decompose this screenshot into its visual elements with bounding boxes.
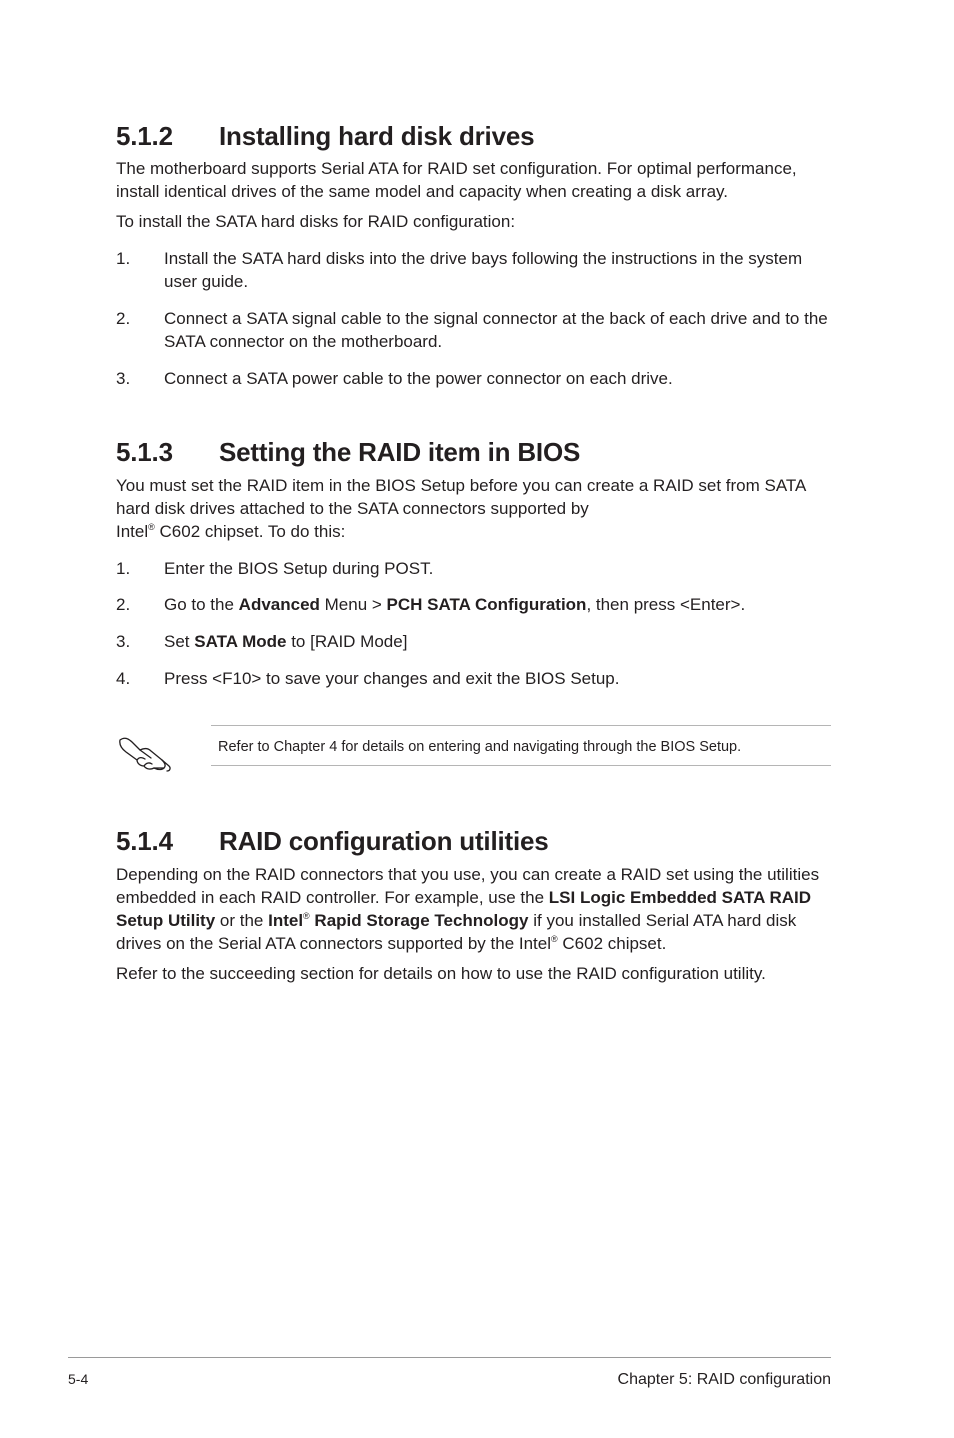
section-title: Installing hard disk drives	[219, 121, 535, 151]
list-number: 2.	[116, 309, 131, 328]
paragraph	[116, 863, 836, 955]
utility-name: Rapid Storage Technology	[309, 911, 529, 930]
brand-intel: Intel	[268, 911, 304, 930]
list-text: Install the SATA hard disks into the drive bays following the instructions in the system user guide.	[164, 249, 803, 291]
list-item	[116, 593, 836, 616]
list-item	[116, 630, 836, 653]
section-heading-5-1-3	[116, 437, 836, 467]
list-item	[116, 367, 836, 390]
text: if you installed Serial ATA hard disk drives on the Serial ATA connectors supported by the Intel	[116, 911, 797, 953]
registered-mark: ®	[551, 934, 558, 944]
list-number: 1.	[116, 559, 131, 578]
note-text: Refer to Chapter 4 for details on entering and navigating through the BIOS Setup.	[218, 739, 742, 755]
text: Menu >	[319, 595, 387, 614]
list-text	[164, 593, 836, 616]
text: to [RAID Mode]	[286, 632, 408, 651]
paragraph-text: You must set the RAID item in the BIOS Setup before you can create a RAID set from SATA hard disk drives attached to the SATA connectors supported by	[116, 476, 806, 518]
section-number: 5.1.4	[116, 826, 173, 856]
chapter-label: Chapter 5: RAID configuration	[617, 1371, 831, 1388]
list-item	[116, 667, 836, 690]
text: Set	[164, 632, 195, 651]
paragraph: To install the SATA hard disks for RAID configuration:	[116, 212, 516, 231]
section-title: Setting the RAID item in BIOS	[219, 437, 581, 467]
list-item	[116, 247, 836, 293]
text: Go to the	[164, 595, 239, 614]
section-heading-5-1-2	[116, 121, 836, 151]
list-text: Enter the BIOS Setup during POST.	[164, 559, 434, 578]
section-number: 5.1.2	[116, 121, 173, 151]
pointing-hand-icon	[114, 726, 176, 776]
page-number: 5-4	[68, 1371, 89, 1387]
list-item	[116, 307, 836, 353]
paragraph-text: C602 chipset. To do this:	[154, 522, 346, 541]
section-title: RAID configuration utilities	[219, 826, 549, 856]
menu-name: Advanced	[238, 595, 320, 614]
registered-mark: ®	[303, 911, 310, 921]
brand-intel: Intel	[116, 522, 149, 541]
section-heading-5-1-4	[116, 826, 836, 856]
paragraph: The motherboard supports Serial ATA for RAID set configuration. For optimal performance, install identical drives of the same model and capacity when creating a disk array.	[116, 159, 797, 201]
list-number: 1.	[116, 249, 131, 268]
paragraph: Refer to the succeeding section for details on how to use the RAID configuration utility.	[116, 964, 766, 983]
list-number: 4.	[116, 669, 131, 688]
list-text: Press <F10> to save your changes and exit the BIOS Setup.	[164, 669, 620, 688]
menu-item-name: PCH SATA Configuration	[386, 595, 587, 614]
list-number: 3.	[116, 632, 131, 651]
list-text: Connect a SATA power cable to the power connector on each drive.	[164, 369, 673, 388]
paragraph	[116, 474, 828, 543]
setting-name: SATA Mode	[194, 632, 287, 651]
text: or the	[215, 911, 269, 930]
text: C602 chipset.	[557, 934, 667, 953]
list-number: 3.	[116, 369, 131, 388]
list-text: Connect a SATA signal cable to the signal connector at the back of each drive and to the SATA connector on the motherboard.	[164, 309, 828, 351]
section-number: 5.1.3	[116, 437, 173, 467]
text: Depending on the RAID connectors that you use, you can create a RAID set using the utilities embedded in each RAID controller. For example, use the	[116, 865, 820, 907]
text: , then press <Enter>.	[586, 595, 746, 614]
utility-name: LSI Logic Embedded SATA RAID Setup Utility	[116, 888, 812, 930]
list-number: 2.	[116, 595, 131, 614]
list-item	[116, 557, 836, 580]
note-top-rule	[211, 725, 831, 726]
footer-rule	[68, 1357, 831, 1358]
list-text	[164, 630, 836, 653]
note-bottom-rule	[211, 765, 831, 766]
registered-mark: ®	[148, 522, 155, 532]
